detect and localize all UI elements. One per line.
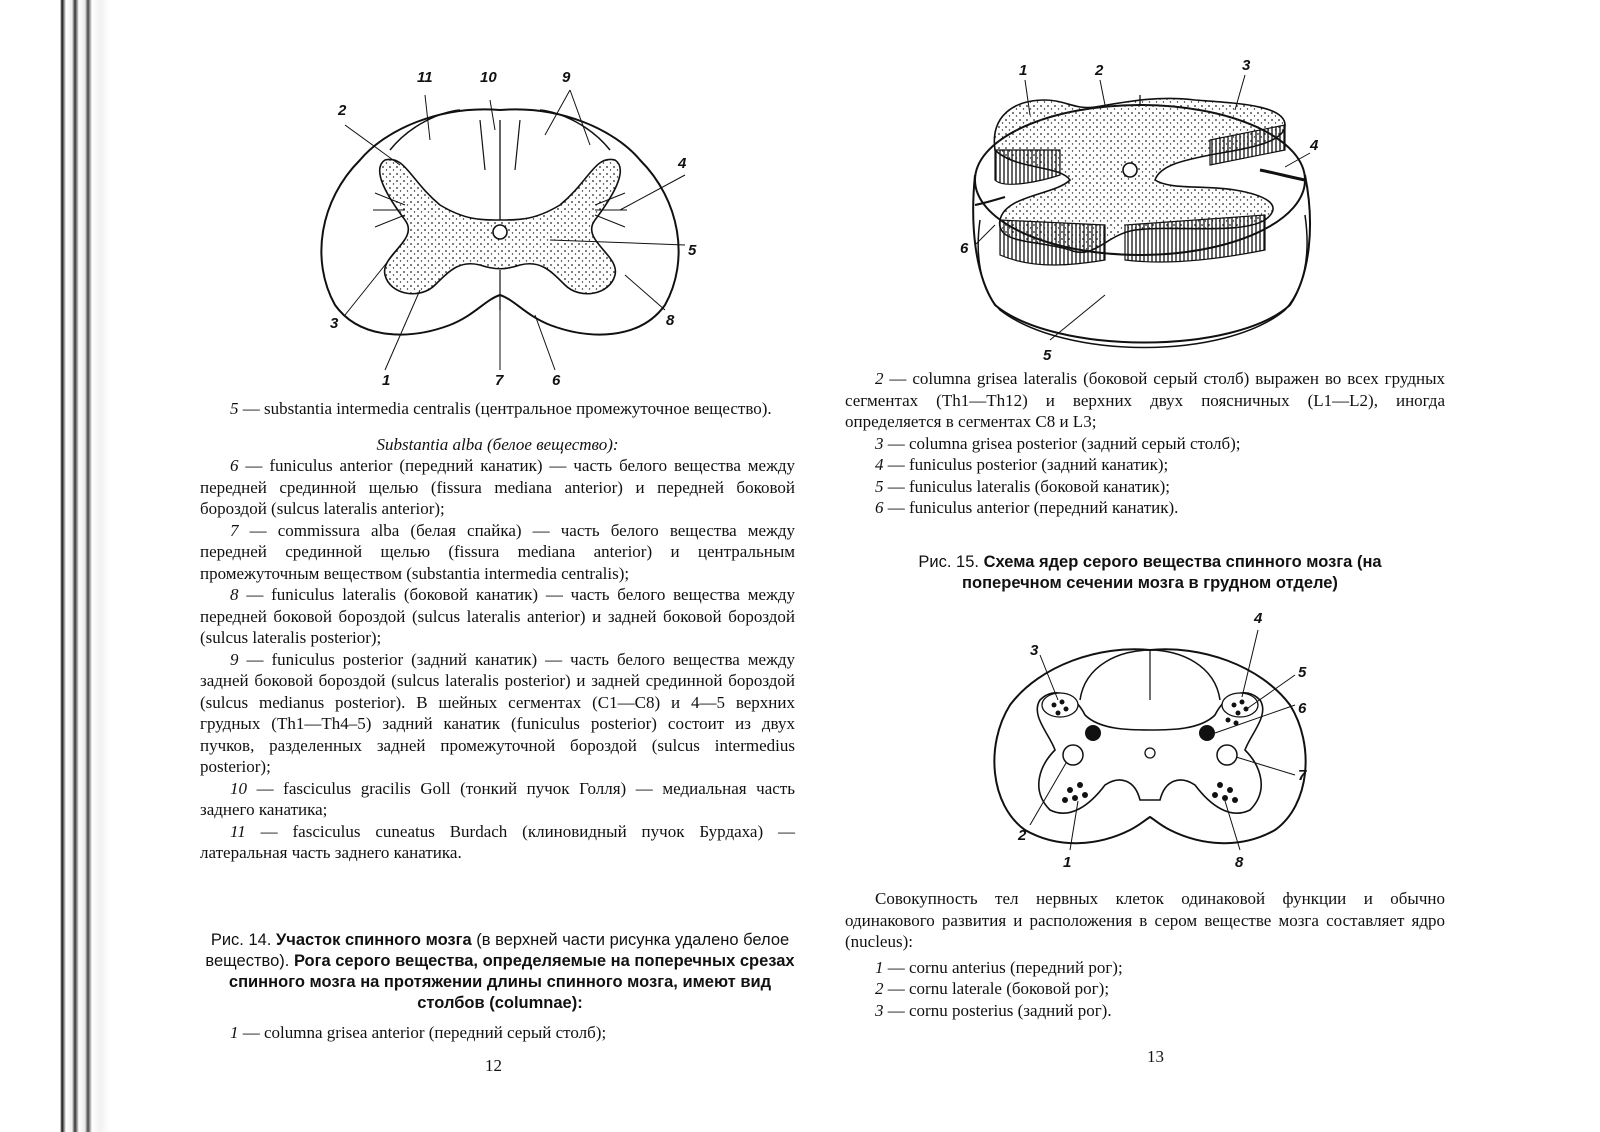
- book-spine-edge: [0, 0, 110, 1132]
- svg-text:1: 1: [1019, 62, 1028, 79]
- item-4: 4 — funiculus posterior (задний канатик);: [875, 455, 1169, 474]
- page-number-left: 12: [485, 1056, 502, 1075]
- svg-text:2: 2: [1095, 62, 1104, 79]
- item-11: 11 — fasciculus cuneatus Burdach (клиновидный пучок Бурдаха) — латеральная часть заднего канатика.: [200, 821, 795, 862]
- left-page: [110, 0, 830, 1132]
- svg-text:7: 7: [1298, 767, 1307, 784]
- item-6: 6 — funiculus anterior (передний канатик) — часть белого вещества между передней срединной щелью (fissura mediana anterior) и передней боковой бороздой (sulcus lateralis anterior);: [200, 456, 795, 518]
- left-item-1: 1 — columna grisea anterior (передний серый столб);: [230, 1023, 607, 1042]
- nucleus-2: 2 — cornu laterale (боковой рог);: [875, 979, 1110, 998]
- fig14-spinal-cord-cross-section: [290, 60, 710, 390]
- svg-text:6: 6: [552, 372, 561, 389]
- svg-text:11: 11: [417, 69, 433, 86]
- item-2: 2 — columna grisea lateralis (боковой серый столб) выражен во всех грудных сегментах (Th1—Th12) и верхних двух поясничных (L1—L2), иногда определяется в сегментах C8 и L3;: [845, 369, 1445, 431]
- right-body-text: [845, 368, 1445, 519]
- item-5: 5 — substantia intermedia centralis (центральное промежуточное вещество).: [230, 399, 772, 418]
- right-lower-text: [845, 888, 1445, 1021]
- svg-text:4: 4: [1254, 610, 1263, 627]
- svg-text:7: 7: [495, 372, 504, 389]
- svg-text:5: 5: [1043, 347, 1052, 364]
- fig15-caption: Рис. 15. Схема ядер серого вещества спинного мозга (на поперечном сечении мозга в грудном отделе): [918, 553, 1382, 592]
- svg-text:2: 2: [338, 102, 347, 119]
- svg-text:5: 5: [688, 242, 697, 259]
- svg-text:3: 3: [330, 315, 339, 332]
- nucleus-paragraph: Совокупность тел нервных клеток одинаковой функции и обычно одинакового развития и расположения в сером веществе мозга составляет ядро (nucleus):: [845, 889, 1445, 951]
- item-9: 9 — funiculus posterior (задний канатик) — часть белого вещества между задней боковой бороздой (sulcus lateralis posterior) и задней срединной бороздой (sulcus medianus posterior). В шейных сегментах (C1—C8) и 4—5 верхних грудных (Th1—Th4–5) задний канатик (funiculus posterior) состоит из двух пучков, разделенных задней промежуточной бороздой (sulcus intermedius posterior);: [200, 649, 795, 776]
- svg-text:1: 1: [382, 372, 391, 389]
- svg-text:9: 9: [562, 69, 571, 86]
- fig14-caption: Рис. 14. Участок спинного мозга (в верхней части рисунка удалено белое вещество). Рога серого вещества, определяемые на поперечных срезах спинного мозга на протяжении длины спинного мозга, имеют вид столбов (columnae):: [205, 931, 795, 1012]
- svg-text:6: 6: [960, 240, 969, 257]
- svg-text:8: 8: [1235, 854, 1244, 871]
- svg-text:4: 4: [678, 155, 687, 172]
- white-matter-heading: Substantia alba (белое вещество):: [376, 434, 619, 454]
- item-5: 5 — funiculus lateralis (боковой канатик);: [875, 476, 1170, 496]
- svg-text:6: 6: [1298, 700, 1307, 717]
- svg-text:1: 1: [1063, 854, 1072, 871]
- svg-text:3: 3: [1030, 642, 1039, 659]
- right-page: [835, 0, 1600, 1132]
- svg-text:10: 10: [480, 69, 497, 86]
- item-6: 6 — funiculus anterior (передний канатик).: [875, 498, 1179, 517]
- item-10: 10 — fasciculus gracilis Goll (тонкий пучок Голля) — медиальная часть заднего канатика;: [200, 778, 795, 819]
- nucleus-3: 3 — cornu posterius (задний рог).: [875, 1000, 1112, 1020]
- left-body-text: [200, 398, 795, 864]
- svg-text:3: 3: [1242, 57, 1251, 74]
- svg-text:5: 5: [1298, 664, 1307, 681]
- nucleus-1: 1 — cornu anterius (передний рог);: [875, 957, 1123, 977]
- fig15-gray-matter-nuclei: [970, 605, 1330, 875]
- svg-text:2: 2: [1018, 827, 1027, 844]
- page-number-right: 13: [1147, 1047, 1164, 1066]
- item-7: 7 — commissura alba (белая спайка) — часть белого вещества между передней срединной щелью (fissura mediana anterior) и центральным промежуточным веществом (substantia intermedia centralis);: [200, 520, 795, 583]
- item-8: 8 — funiculus lateralis (боковой канатик) — часть белого вещества между передней боковой бороздой (sulcus lateralis anterior) и задней боковой бороздой (sulcus lateralis posterior);: [200, 585, 795, 647]
- fig-spinal-cord-3d-segment: [955, 55, 1325, 365]
- item-3: 3 — columna grisea posterior (задний серый столб);: [875, 433, 1241, 453]
- svg-text:8: 8: [666, 312, 675, 329]
- svg-text:4: 4: [1310, 137, 1319, 154]
